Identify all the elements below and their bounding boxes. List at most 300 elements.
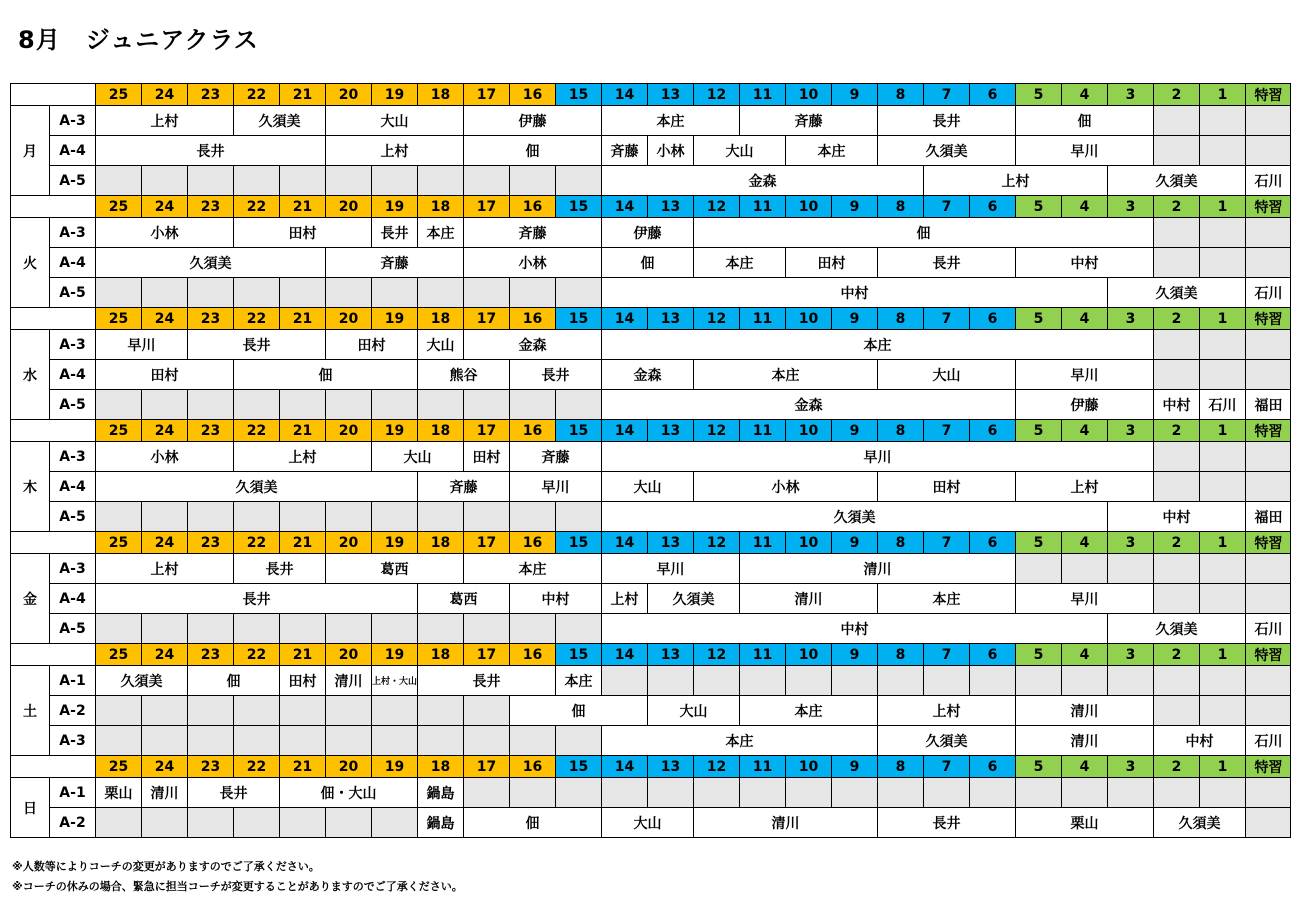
day-header: 17 — [463, 195, 509, 217]
coach-cell: 小林 — [95, 217, 233, 247]
coach-cell: 本庄 — [739, 695, 877, 725]
day-header: 2 — [1153, 307, 1199, 329]
day-header: 17 — [463, 531, 509, 553]
day-header: 24 — [141, 83, 187, 105]
coach-cell: 長井 — [417, 665, 555, 695]
coach-cell: 石川 — [1245, 613, 1291, 643]
coach-cell: 本庄 — [693, 359, 877, 389]
class-label: A-3 — [49, 217, 95, 247]
day-header: 13 — [647, 83, 693, 105]
day-header: 19 — [371, 419, 417, 441]
day-header: 14 — [601, 531, 647, 553]
empty-slot — [1245, 695, 1291, 725]
day-header: 18 — [417, 755, 463, 777]
day-header: 9 — [831, 755, 877, 777]
day-header: 17 — [463, 83, 509, 105]
day-header: 5 — [1015, 83, 1061, 105]
empty-slot — [1153, 583, 1199, 613]
empty-slot — [509, 277, 555, 307]
day-header: 25 — [95, 195, 141, 217]
coach-cell: 金森 — [601, 165, 923, 195]
empty-slot — [555, 725, 601, 755]
empty-slot — [141, 807, 187, 837]
day-header: 15 — [555, 83, 601, 105]
empty-slot — [463, 389, 509, 419]
empty-slot — [555, 389, 601, 419]
day-header: 6 — [969, 83, 1015, 105]
empty-slot — [1245, 359, 1291, 389]
class-label: A-4 — [49, 135, 95, 165]
day-header: 1 — [1199, 531, 1245, 553]
empty-slot — [371, 277, 417, 307]
day-header: 21 — [279, 643, 325, 665]
coach-cell: 久須美 — [95, 471, 417, 501]
day-header: 5 — [1015, 307, 1061, 329]
empty-slot — [463, 725, 509, 755]
empty-slot — [95, 807, 141, 837]
day-header: 21 — [279, 307, 325, 329]
day-header: 12 — [693, 419, 739, 441]
day-header: 24 — [141, 307, 187, 329]
empty-slot — [785, 665, 831, 695]
day-header: 23 — [187, 195, 233, 217]
coach-cell: 田村 — [325, 329, 417, 359]
day-header: 18 — [417, 643, 463, 665]
day-header: 25 — [95, 531, 141, 553]
empty-slot — [417, 389, 463, 419]
coach-cell: 中村 — [1015, 247, 1153, 277]
coach-cell: 久須美 — [877, 725, 1015, 755]
day-header: 4 — [1061, 307, 1107, 329]
empty-slot — [95, 277, 141, 307]
coach-cell: 長井 — [187, 329, 325, 359]
empty-slot — [463, 613, 509, 643]
coach-cell: 早川 — [1015, 359, 1153, 389]
coach-cell: 葛西 — [417, 583, 509, 613]
empty-slot — [1015, 665, 1061, 695]
coach-cell: 長井 — [877, 247, 1015, 277]
coach-cell: 上村 — [923, 165, 1107, 195]
coach-cell: 久須美 — [1107, 165, 1245, 195]
empty-slot — [1245, 777, 1291, 807]
coach-cell: 小林 — [95, 441, 233, 471]
weekday-label: 木 — [10, 441, 49, 531]
empty-slot — [831, 665, 877, 695]
empty-slot — [371, 165, 417, 195]
empty-slot — [95, 389, 141, 419]
empty-slot — [1153, 359, 1199, 389]
day-header: 10 — [785, 531, 831, 553]
special-header: 特習 — [1245, 755, 1291, 777]
coach-cell: 佃 — [601, 247, 693, 277]
empty-slot — [1153, 105, 1199, 135]
coach-cell: 本庄 — [601, 329, 1153, 359]
empty-slot — [1199, 665, 1245, 695]
coach-cell: 金森 — [601, 359, 693, 389]
day-header: 10 — [785, 307, 831, 329]
day-header: 3 — [1107, 755, 1153, 777]
empty-slot — [187, 695, 233, 725]
class-label: A-1 — [49, 777, 95, 807]
coach-cell: 斉藤 — [325, 247, 463, 277]
class-label: A-2 — [49, 807, 95, 837]
day-header: 16 — [509, 83, 555, 105]
day-header: 1 — [1199, 83, 1245, 105]
empty-slot — [1199, 777, 1245, 807]
empty-slot — [325, 695, 371, 725]
coach-cell: 鍋島 — [417, 777, 463, 807]
coach-cell: 中村 — [1107, 501, 1245, 531]
class-label: A-5 — [49, 613, 95, 643]
class-label: A-5 — [49, 389, 95, 419]
empty-slot — [417, 613, 463, 643]
coach-cell: 金森 — [463, 329, 601, 359]
day-header: 4 — [1061, 755, 1107, 777]
weekday-label: 水 — [10, 329, 49, 419]
empty-slot — [187, 165, 233, 195]
day-header: 13 — [647, 195, 693, 217]
coach-cell: 佃 — [463, 135, 601, 165]
coach-cell: 久須美 — [233, 105, 325, 135]
day-header: 8 — [877, 307, 923, 329]
empty-slot — [141, 389, 187, 419]
day-header: 8 — [877, 419, 923, 441]
empty-slot — [95, 725, 141, 755]
empty-slot — [509, 613, 555, 643]
coach-cell: 金森 — [601, 389, 1015, 419]
day-header: 20 — [325, 307, 371, 329]
coach-cell: 本庄 — [555, 665, 601, 695]
day-header: 12 — [693, 755, 739, 777]
day-header: 12 — [693, 83, 739, 105]
day-header: 10 — [785, 643, 831, 665]
empty-slot — [555, 777, 601, 807]
empty-slot — [417, 165, 463, 195]
coach-cell: 伊藤 — [463, 105, 601, 135]
coach-cell: 葛西 — [325, 553, 463, 583]
empty-slot — [325, 501, 371, 531]
coach-cell: 清川 — [739, 553, 1015, 583]
day-header: 24 — [141, 419, 187, 441]
empty-slot — [187, 807, 233, 837]
empty-slot — [95, 501, 141, 531]
empty-slot — [877, 777, 923, 807]
coach-cell: 長井 — [95, 135, 325, 165]
day-header: 12 — [693, 307, 739, 329]
empty-slot — [1199, 359, 1245, 389]
empty-slot — [1153, 471, 1199, 501]
day-header: 11 — [739, 195, 785, 217]
empty-slot — [325, 807, 371, 837]
weekday-label: 日 — [10, 777, 49, 837]
empty-slot — [1245, 217, 1291, 247]
coach-cell: 上村 — [233, 441, 371, 471]
day-header: 8 — [877, 755, 923, 777]
empty-slot — [739, 665, 785, 695]
day-header: 24 — [141, 643, 187, 665]
day-header: 10 — [785, 195, 831, 217]
day-header: 14 — [601, 419, 647, 441]
day-header: 16 — [509, 307, 555, 329]
day-header: 5 — [1015, 195, 1061, 217]
coach-cell: 大山 — [371, 441, 463, 471]
day-header: 9 — [831, 307, 877, 329]
day-header: 9 — [831, 195, 877, 217]
day-header: 24 — [141, 531, 187, 553]
empty-slot — [233, 725, 279, 755]
day-header: 8 — [877, 531, 923, 553]
day-header: 15 — [555, 419, 601, 441]
day-header: 17 — [463, 307, 509, 329]
coach-cell: 早川 — [601, 441, 1153, 471]
empty-slot — [279, 389, 325, 419]
coach-cell: 長井 — [877, 105, 1015, 135]
coach-cell: 熊谷 — [417, 359, 509, 389]
coach-cell: 大山 — [601, 807, 693, 837]
header-spacer — [10, 419, 95, 441]
class-label: A-3 — [49, 553, 95, 583]
day-header: 6 — [969, 419, 1015, 441]
special-header: 特習 — [1245, 195, 1291, 217]
empty-slot — [693, 665, 739, 695]
empty-slot — [1245, 441, 1291, 471]
empty-slot — [279, 613, 325, 643]
day-header: 20 — [325, 195, 371, 217]
empty-slot — [1199, 135, 1245, 165]
day-header: 12 — [693, 643, 739, 665]
day-header: 1 — [1199, 195, 1245, 217]
empty-slot — [1245, 135, 1291, 165]
empty-slot — [1015, 553, 1061, 583]
day-header: 9 — [831, 83, 877, 105]
coach-cell: 長井 — [233, 553, 325, 583]
empty-slot — [141, 277, 187, 307]
coach-cell: 長井 — [187, 777, 279, 807]
coach-cell: 大山 — [325, 105, 463, 135]
empty-slot — [1199, 329, 1245, 359]
empty-slot — [1153, 553, 1199, 583]
day-header: 14 — [601, 195, 647, 217]
day-header: 21 — [279, 195, 325, 217]
coach-cell: 中村 — [1153, 389, 1199, 419]
empty-slot — [463, 277, 509, 307]
day-header: 11 — [739, 643, 785, 665]
day-header: 19 — [371, 755, 417, 777]
empty-slot — [1153, 441, 1199, 471]
day-header: 2 — [1153, 643, 1199, 665]
day-header: 17 — [463, 643, 509, 665]
coach-cell: 早川 — [509, 471, 601, 501]
class-label: A-3 — [49, 441, 95, 471]
day-header: 18 — [417, 195, 463, 217]
coach-cell: 上村 — [95, 553, 233, 583]
day-header: 22 — [233, 755, 279, 777]
class-label: A-5 — [49, 165, 95, 195]
day-header: 15 — [555, 307, 601, 329]
class-label: A-3 — [49, 105, 95, 135]
empty-slot — [555, 501, 601, 531]
empty-slot — [141, 165, 187, 195]
coach-cell: 小林 — [463, 247, 601, 277]
empty-slot — [509, 389, 555, 419]
day-header: 17 — [463, 755, 509, 777]
empty-slot — [233, 501, 279, 531]
coach-cell: 伊藤 — [1015, 389, 1153, 419]
empty-slot — [555, 277, 601, 307]
header-spacer — [10, 83, 95, 105]
day-header: 2 — [1153, 755, 1199, 777]
day-header: 6 — [969, 643, 1015, 665]
coach-cell: 久須美 — [647, 583, 739, 613]
empty-slot — [969, 665, 1015, 695]
coach-cell: 大山 — [417, 329, 463, 359]
empty-slot — [187, 389, 233, 419]
day-header: 14 — [601, 83, 647, 105]
empty-slot — [1199, 441, 1245, 471]
empty-slot — [279, 725, 325, 755]
day-header: 18 — [417, 83, 463, 105]
day-header: 5 — [1015, 531, 1061, 553]
coach-cell: 栗山 — [1015, 807, 1153, 837]
day-header: 11 — [739, 307, 785, 329]
coach-cell: 清川 — [1015, 725, 1153, 755]
empty-slot — [371, 725, 417, 755]
day-header: 18 — [417, 307, 463, 329]
coach-cell: 田村 — [95, 359, 233, 389]
coach-cell: 上村 — [325, 135, 463, 165]
empty-slot — [1245, 553, 1291, 583]
empty-slot — [601, 777, 647, 807]
coach-cell: 小林 — [647, 135, 693, 165]
coach-cell: 大山 — [693, 135, 785, 165]
empty-slot — [371, 695, 417, 725]
day-header: 19 — [371, 307, 417, 329]
day-header: 23 — [187, 643, 233, 665]
header-spacer — [10, 643, 95, 665]
day-header: 20 — [325, 419, 371, 441]
coach-cell: 栗山 — [95, 777, 141, 807]
empty-slot — [1015, 777, 1061, 807]
empty-slot — [233, 695, 279, 725]
coach-cell: 大山 — [601, 471, 693, 501]
coach-cell: 福田 — [1245, 389, 1291, 419]
coach-cell: 長井 — [95, 583, 417, 613]
empty-slot — [463, 695, 509, 725]
class-label: A-3 — [49, 725, 95, 755]
day-header: 8 — [877, 195, 923, 217]
special-header: 特習 — [1245, 307, 1291, 329]
day-header: 3 — [1107, 83, 1153, 105]
coach-cell: 石川 — [1245, 277, 1291, 307]
day-header: 9 — [831, 531, 877, 553]
coach-cell: 斉藤 — [739, 105, 877, 135]
weekday-label: 土 — [10, 665, 49, 755]
day-header: 4 — [1061, 195, 1107, 217]
coach-cell: 清川 — [1015, 695, 1153, 725]
coach-cell: 石川 — [1245, 725, 1291, 755]
day-header: 25 — [95, 307, 141, 329]
coach-cell: 大山 — [647, 695, 739, 725]
empty-slot — [141, 501, 187, 531]
empty-slot — [509, 501, 555, 531]
empty-slot — [371, 807, 417, 837]
special-header: 特習 — [1245, 83, 1291, 105]
coach-cell: 佃・大山 — [279, 777, 417, 807]
empty-slot — [417, 725, 463, 755]
day-header: 11 — [739, 419, 785, 441]
day-header: 6 — [969, 307, 1015, 329]
empty-slot — [463, 777, 509, 807]
special-header: 特習 — [1245, 419, 1291, 441]
day-header: 1 — [1199, 307, 1245, 329]
empty-slot — [1107, 777, 1153, 807]
day-header: 22 — [233, 643, 279, 665]
coach-cell: 石川 — [1245, 165, 1291, 195]
coach-cell: 本庄 — [693, 247, 785, 277]
empty-slot — [233, 389, 279, 419]
day-header: 22 — [233, 419, 279, 441]
day-header: 20 — [325, 531, 371, 553]
day-header: 6 — [969, 755, 1015, 777]
empty-slot — [325, 389, 371, 419]
empty-slot — [141, 613, 187, 643]
empty-slot — [95, 165, 141, 195]
coach-cell: 小林 — [693, 471, 877, 501]
empty-slot — [1245, 329, 1291, 359]
day-header: 20 — [325, 83, 371, 105]
day-header: 8 — [877, 83, 923, 105]
empty-slot — [417, 501, 463, 531]
empty-slot — [371, 501, 417, 531]
day-header: 6 — [969, 195, 1015, 217]
empty-slot — [1199, 583, 1245, 613]
day-header: 2 — [1153, 419, 1199, 441]
coach-cell: 中村 — [601, 277, 1107, 307]
class-label: A-3 — [49, 329, 95, 359]
day-header: 23 — [187, 419, 233, 441]
coach-cell: 上村 — [1015, 471, 1153, 501]
empty-slot — [1199, 247, 1245, 277]
empty-slot — [95, 613, 141, 643]
empty-slot — [1107, 665, 1153, 695]
empty-slot — [141, 725, 187, 755]
day-header: 13 — [647, 307, 693, 329]
coach-cell: 佃 — [463, 807, 601, 837]
empty-slot — [1245, 105, 1291, 135]
day-header: 7 — [923, 307, 969, 329]
empty-slot — [233, 165, 279, 195]
day-header: 23 — [187, 755, 233, 777]
coach-cell: 田村 — [279, 665, 325, 695]
empty-slot — [371, 389, 417, 419]
empty-slot — [969, 777, 1015, 807]
day-header: 25 — [95, 419, 141, 441]
day-header: 18 — [417, 531, 463, 553]
day-header: 2 — [1153, 195, 1199, 217]
coach-cell: 佃 — [509, 695, 647, 725]
day-header: 3 — [1107, 307, 1153, 329]
day-header: 2 — [1153, 83, 1199, 105]
class-label: A-4 — [49, 583, 95, 613]
schedule-table — [10, 83, 1290, 837]
empty-slot — [1061, 553, 1107, 583]
day-header: 19 — [371, 195, 417, 217]
empty-slot — [923, 665, 969, 695]
empty-slot — [1199, 553, 1245, 583]
day-header: 15 — [555, 643, 601, 665]
coach-cell: 田村 — [877, 471, 1015, 501]
coach-cell: 佃 — [1015, 105, 1153, 135]
